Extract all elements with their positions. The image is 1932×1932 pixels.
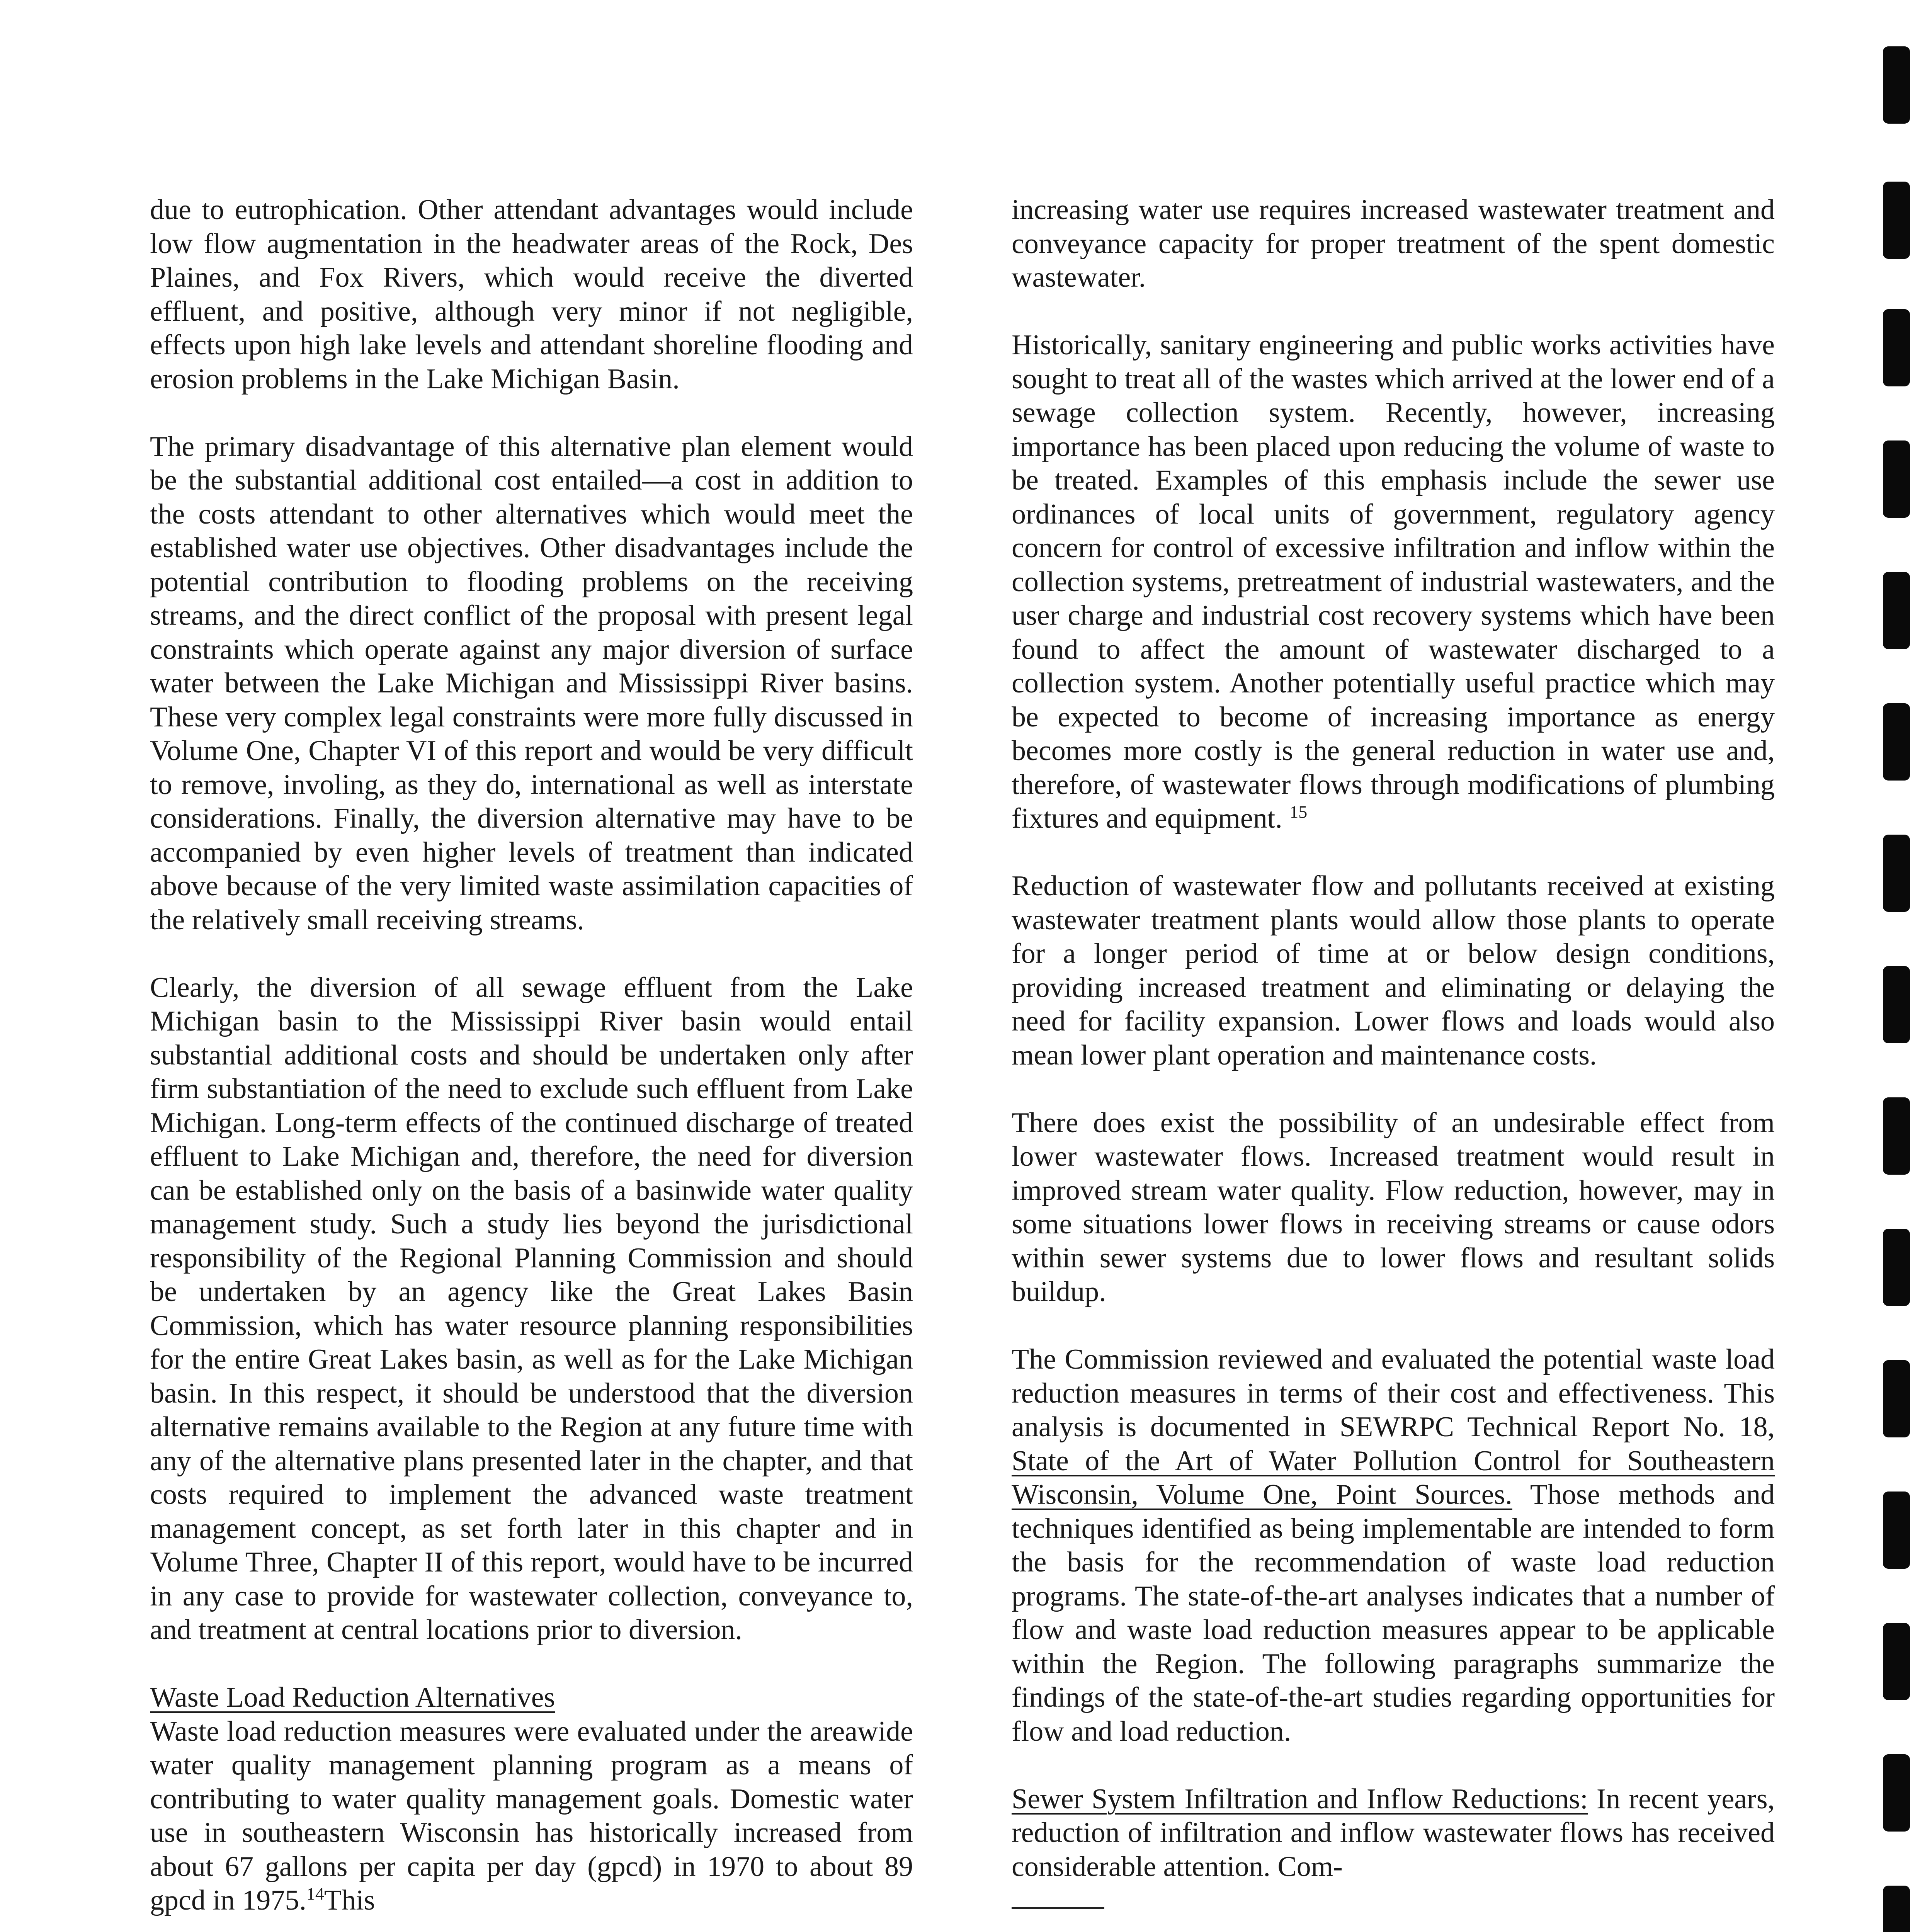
paragraph-text: Historically, sanitary engineering and public works activities have sought to treat all of the wastes which arrived at the lower end of a sewage collection system. Recently, however, increasing importance has been placed upon reducing the volume of waste to be treated. Examples of this emphasis include the sewer use ordinances of local units of government, regulatory agency concern for control of excessive infiltration and inflow within the collection systems, pretreatment of industrial wastewaters, and the user charge and industrial cost recovery systems which have been found to affect the amount of wastewater discharged to a collection system. Another potentially useful practice which may be expected to become of increasing importance as energy becomes more costly is the general reduction in water use and, therefore, of wastewater flows through modifications of plumbing fixtures and equipment.: [1012, 329, 1775, 834]
paragraph-text: In recent years, reduction of infiltration and inflow wastewater flows has received considerable attention. Com-: [1012, 1783, 1775, 1883]
binding-mark: [1883, 1886, 1910, 1932]
binding-mark: [1883, 309, 1910, 386]
paragraph-text: Waste load reduction measures were evaluated under the areawide water quality management planning program as a means of contributing to water quality management goals. Domestic water use in southeastern Wisconsin has historically increased from about 67 gallons per capita per day (gpcd) in 1970 to about 89 gpcd in 1975.: [150, 1715, 913, 1916]
paragraph: Clearly, the diversion of all sewage effluent from the Lake Michigan basin to the Mississippi River basin would entail substantial additional costs and should be undertaken only after firm substantiation of the need to exclude such effluent from Lake Michigan. Long-term effects of the continued discharge of treated effluent to Lake Michigan and, therefore, the need for diversion can be established only on the basis of a basinwide water quality management study. Such a study lies beyond the jurisdictional responsibility of the Regional Planning Commission and should be undertaken by an agency like the Great Lakes Basin Commission, which has water resource planning responsibilities for the entire Great Lakes basin, as well as for the Lake Michigan basin. In this respect, it should be understood that the diversion alternative remains available to the Region at any future time with any of the alternative plans presented later in the chapter, and that costs required to implement the advanced waste treatment management concept, as set forth later in this chapter and in Volume Three, Chapter II of this report, would have to be incurred in any case to provide for wastewater collection, conveyance to, and treatment at central locations prior to diversion.: [150, 971, 913, 1646]
section-heading: Waste Load Reduction Alternatives: [150, 1682, 555, 1713]
binding-mark: [1883, 46, 1910, 124]
paragraph: Reduction of wastewater flow and pollutants received at existing wastewater treatment plants would allow those plants to operate for a longer period of time at or below design conditions, providing increased treatment and eliminating or delaying the need for facility expansion. Lower flows and loads would also mean lower plant operation and maintenance costs.: [1012, 870, 1775, 1071]
footnote-rule: [1012, 1907, 1104, 1909]
left-column: [150, 193, 913, 1932]
footnote-ref: 15: [1289, 802, 1308, 822]
report-title: State of the Art of Water Pollution Control for Southeastern Wisconsin, Volume One, Point Sources.: [1012, 1445, 1775, 1510]
right-column: [1012, 193, 1775, 1932]
binding-mark: [1883, 835, 1910, 912]
binding-mark: [1883, 1229, 1910, 1306]
binding-mark: [1883, 1492, 1910, 1569]
paragraph-tail: This: [324, 1884, 375, 1916]
binding-mark: [1883, 182, 1910, 259]
subsection-heading: Sewer System Infiltration and Inflow Reductions:: [1012, 1783, 1588, 1815]
footnote-ref: 14: [306, 1884, 324, 1904]
binding-mark: [1883, 1360, 1910, 1437]
binding-mark: [1883, 1623, 1910, 1700]
binding-mark: [1883, 572, 1910, 649]
binding-mark: [1883, 966, 1910, 1043]
binding-mark: [1883, 1097, 1910, 1175]
paragraph: increasing water use requires increased wastewater treatment and conveyance capacity for proper treatment of the spent domestic wastewater.: [1012, 194, 1775, 293]
binding-mark: [1883, 440, 1910, 518]
binding-mark: [1883, 1754, 1910, 1832]
paragraph: [1012, 1782, 1775, 1884]
paragraph: The primary disadvantage of this alternative plan element would be the substantial additional cost entailed—a cost in addition to the costs attendant to other alternatives which would meet the established water use objectives. Other disadvantages include the potential contribution to flooding problems on the receiving streams, and the direct conflict of the proposal with present legal constraints which operate against any major diversion of surface water between the Lake Michigan and Mississippi River basins. These very complex legal constraints were more fully discussed in Volume One, Chapter VI of this report and would be very difficult to remove, involing, as they do, international as well as interstate considerations. Finally, the diversion alternative may have to be accompanied by even higher levels of treatment than indicated above because of the very limited waste assimilation capacities of the relatively small receiving streams.: [150, 430, 913, 936]
paragraph: There does exist the possibility of an undesirable effect from lower wastewater flows. Increased treatment would result in improved stream water quality. Flow reduction, however, may in some situations lower flows in receiving streams or cause odors within sewer systems due to lower flows and resultant solids buildup.: [1012, 1107, 1775, 1308]
paragraph: [1012, 328, 1775, 836]
paragraph: [1012, 1343, 1775, 1748]
paragraph-text: The Commission reviewed and evaluated the potential waste load reduction measures in terms of their cost and effectiveness. This analysis is documented in SEWRPC Technical Report No. 18,: [1012, 1344, 1775, 1443]
paragraph: due to eutrophication. Other attendant advantages would include low flow augmentation in the headwater areas of the Rock, Des Plaines, and Fox Rivers, which would receive the diverted effluent, and positive, although very minor if not negligible, effects upon high lake levels and attendant shoreline flooding and erosion problems in the Lake Michigan Basin.: [150, 194, 913, 395]
paragraph: [150, 1715, 913, 1918]
paragraph-text: Those methods and techniques identified as being implementable are intended to form the basis for the recommendation of waste load reduction programs. The state-of-the-art analyses indicates that a number of flow and waste load reduction measures appear to be applicable within the Region. The following paragraphs summarize the findings of the state-of-the-art studies regarding opportunities for flow and load reduction.: [1012, 1479, 1775, 1747]
binding-mark: [1883, 703, 1910, 781]
